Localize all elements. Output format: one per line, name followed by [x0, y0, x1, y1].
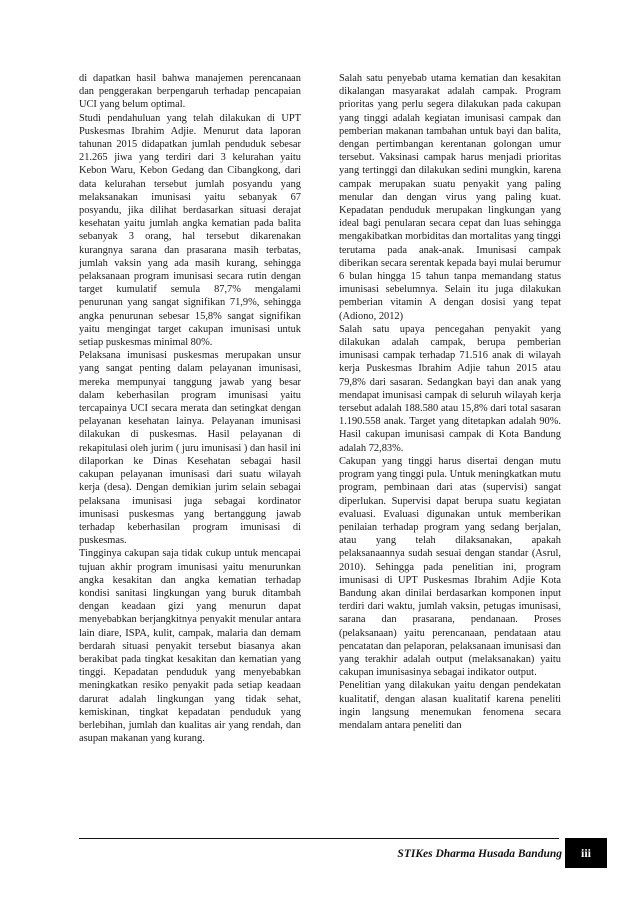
paragraph: Penelitian yang dilakukan yaitu dengan pendekatan kualitatif, dengan alasan kualitatif karena peneliti ingin langsung menemukan fenomena secara mendalam antara peneliti dan	[339, 680, 561, 731]
paragraph: Salah satu upaya pencegahan penyakit yang dilakukan adalah campak, berupa pemberian imunisasi campak terhadap 71.516 anak di wilayah kerja Puskesmas Ibrahim Adjie tahun 2015 atau 79,8% dari sasaran. Sedangkan bayi dan anak yang mendapat imunisasi campak di seluruh wilayah kerja tersebut adalah 188.580 atau 15,8% dari total sasaran 1.190.558 anak. Target yang ditetapkan adalah 90%. Hasil cakupan imunisasi campak di Kota Bandung adalah 72,83%.	[339, 323, 561, 454]
footer-divider	[79, 838, 559, 839]
paragraph: Tingginya cakupan saja tidak cukup untuk mencapai tujuan akhir program imunisasi yaitu menurunkan angka kesakitan dan angka kematian terhadap kondisi sanitasi lingkungan yang buruk ditambah dengan keadaan gizi yang menurun dapat menyebabkan berjangkitnya penyakit menular antara lain diare, ISPA, kulit, campak, malaria dan demam berdarah situasi penyakit tersebut biasanya akan berakibat pada tingkat kesakitan dan kematian yang tinggi. Kepadatan penduduk yang menyebabkan meningkatkan resiko penyakit pada setiap keadaan darurat adalah lingkungan yang tidak sehat, kemiskinan, tingkat kepadatan penduduk yang berlebihan, jumlah dan kualitas air yang rendah, dan asupan makanan yang kurang.	[79, 548, 301, 745]
paragraph: di dapatkan hasil bahwa manajemen perencanaan dan penggerakan berpengaruh terhadap pencapaian UCI yang belum optimal.	[79, 73, 301, 111]
left-column	[79, 72, 301, 745]
right-column	[339, 72, 561, 732]
paragraph: Salah satu penyebab utama kematian dan kesakitan dikalangan masyarakat adalah campak. Program prioritas yang perlu segera dilakukan pada cakupan yang tinggi adalah kegiatan imunisasi campak dan pemberian makanan tambahan untuk bayi dan balita, dengan pertimbangan kerentanan golongan umur tersebut. Vaksinasi campak harus menjadi prioritas yang tertinggi dan dilakukan sedini mungkin, karena campak merupakan suatu penyakit yang paling menular dan dengan virus yang paling kuat. Kepadatan penduduk merupakan lingkungan yang ideal bagi penularan secara cepat dan luas sehingga mengakibatkan morbiditas dan mortalitas yang tinggi terutama pada anak-anak. Imunisasi campak diberikan secara serentak kepada bayi mulai berumur 6 bulan hingga 15 tahun tanpa memandang status imunisasi sebelumnya. Selain itu juga dilakukan pemberian vitamin A dengan dosisi yang tepat (Adiono, 2012)	[339, 73, 561, 322]
page-number-badge	[565, 838, 607, 868]
paragraph: Studi pendahuluan yang telah dilakukan di UPT Puskesmas Ibrahim Adjie. Menurut data laporan tahunan 2015 didapatkan jumlah penduduk sebesar 21.265 jiwa yang terdiri dari 3 kelurahan yaitu Kebon Waru, Kebon Gedang dan Cibangkong, dari data kelurahan tersebut jumlah posyandu yang melaksanakan imunisasi yaitu sebanyak 67 posyandu, jika dilihat berdasarkan situasi derajat kesehatan yaitu jumlah angka kematian pada balita sebanyak 3 orang, hal tersebut dikarenakan kurangnya sarana dan prasarana masih terbatas, jumlah vaksin yang ada masih kurang, sehingga pelaksanaan program imunisasi secara rutin dengan target kumulatif semula 87,7% mengalami penurunan yang sangat signifikan 71,9%, sehingga angka penurunan sebesar 15,8% sangat signifikan yaitu mengingat target cakupan imunisasi untuk setiap puskesmas minimal 80%.	[79, 112, 301, 349]
paragraph: Pelaksana imunisasi puskesmas merupakan unsur yang sangat penting dalam pelayanan imunisasi, mereka mempunyai tanggung jawab yang besar dalam keberhasilan program imunisasi yaitu tercapainya UCI secara merata dan setingkat dengan pelayanan kesehatan lainya. Pelayanan imunisasi dilakukan di puskesmas. Hasil pelayanan di rekapitulasi oleh jurim ( juru imunisasi ) dan hasil ini dilaporkan ke Dinas Kesehatan sebagai hasil cakupan pelayanan imunisasi dari suatu wilayah kerja (desa). Dengan demikian jurim selain sebagai pelaksana imunisasi juga sebagai kordinator imunisasi puskesmas yang bertanggung jawab terhadap keberhasilan program imunisasi di puskesmas.	[79, 350, 301, 547]
paragraph: Cakupan yang tinggi harus disertai dengan mutu program yang tinggi pula. Untuk meningkatkan mutu program, pembinaan dari atas (supervisi) sangat diperlukan. Supervisi dapat berupa suatu kegiatan evaluasi. Evaluasi digunakan untuk memberikan penilaian terhadap program yang sedang berjalan, atau yang telah dilaksanakan, apakah pelaksanaannya sudah sesuai dengan standar (Asrul, 2010). Sehingga pada penelitian ini, program imunisasi di UPT Puskesmas Ibrahim Adjie Kota Bandung akan dinilai berdasarkan komponen input terdiri dari waktu, jumlah vaksin, petugas imunisasi, sarana dan prasarana, pendanaan. Proses (pelaksanaan) yaitu perencanaan, pendataan atau pencatatan dan pelaporan, pelaksanaan imunisasi dan yang terakhir adalah output (melaksanakan) yaitu cakupan imunisasinya sebagai indikator output.	[339, 455, 561, 679]
footer-institution: STIKes Dharma Husada Bandung	[397, 848, 562, 860]
page-number: iii	[580, 845, 591, 860]
